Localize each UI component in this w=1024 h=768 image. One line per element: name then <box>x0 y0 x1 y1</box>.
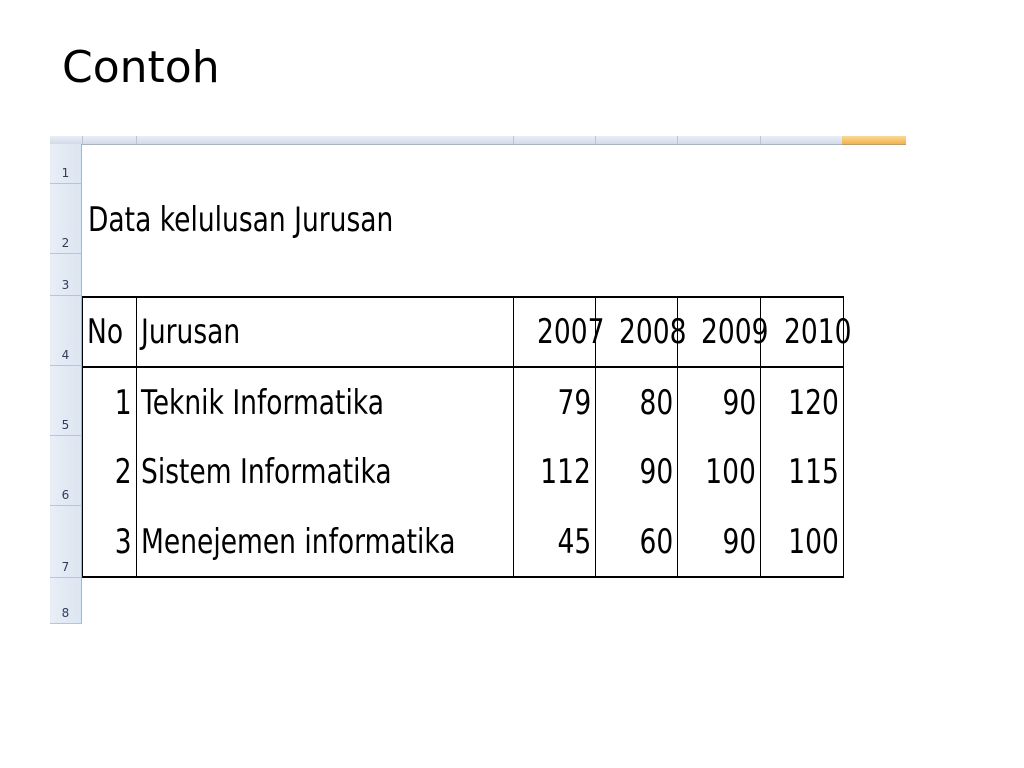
cell-2010: 115 <box>761 437 844 507</box>
cell-2010: 100 <box>761 507 844 577</box>
cell-jurusan: Sistem Informatika <box>137 437 514 507</box>
spreadsheet-snapshot <box>50 136 906 624</box>
cell-no: 1 <box>83 367 137 437</box>
cell-jurusan: Menejemen informatika <box>137 507 514 577</box>
row-header-6: 6 <box>50 436 82 506</box>
table-row <box>83 367 844 437</box>
header-cell-2008: 2008 <box>596 297 678 367</box>
table-header-row <box>83 297 844 367</box>
row-header-2: 2 <box>50 184 82 254</box>
cell-no: 2 <box>83 437 137 507</box>
row-header-3: 3 <box>50 254 82 296</box>
cell-2007: 45 <box>514 507 596 577</box>
header-cell-2010: 2010 <box>761 297 844 367</box>
cell-2008: 60 <box>596 507 678 577</box>
slide-title: Contoh <box>62 42 220 93</box>
header-cell-no: No <box>83 297 137 367</box>
header-cell-2007: 2007 <box>514 297 596 367</box>
cell-2007: 79 <box>514 367 596 437</box>
row-header-7: 7 <box>50 506 82 578</box>
cell-2009: 90 <box>678 367 761 437</box>
cell-2009: 100 <box>678 437 761 507</box>
cell-2007: 112 <box>514 437 596 507</box>
column-header-strip <box>50 136 842 145</box>
table-row <box>83 437 844 507</box>
graduation-table <box>82 296 852 578</box>
row-header-8: 8 <box>50 578 82 624</box>
sheet-title: Data kelulusan Jurusan <box>88 200 394 240</box>
cell-2008: 80 <box>596 367 678 437</box>
cell-jurusan: Teknik Informatika <box>137 367 514 437</box>
row-header-5: 5 <box>50 366 82 436</box>
selected-column-header <box>842 136 906 145</box>
header-cell-jurusan: Jurusan <box>137 297 514 367</box>
cell-2009: 90 <box>678 507 761 577</box>
row-header-1: 1 <box>50 144 82 184</box>
cell-2010: 120 <box>761 367 844 437</box>
table-row <box>83 507 844 577</box>
cell-2008: 90 <box>596 437 678 507</box>
row-header-4: 4 <box>50 296 82 366</box>
cell-no: 3 <box>83 507 137 577</box>
header-cell-2009: 2009 <box>678 297 761 367</box>
